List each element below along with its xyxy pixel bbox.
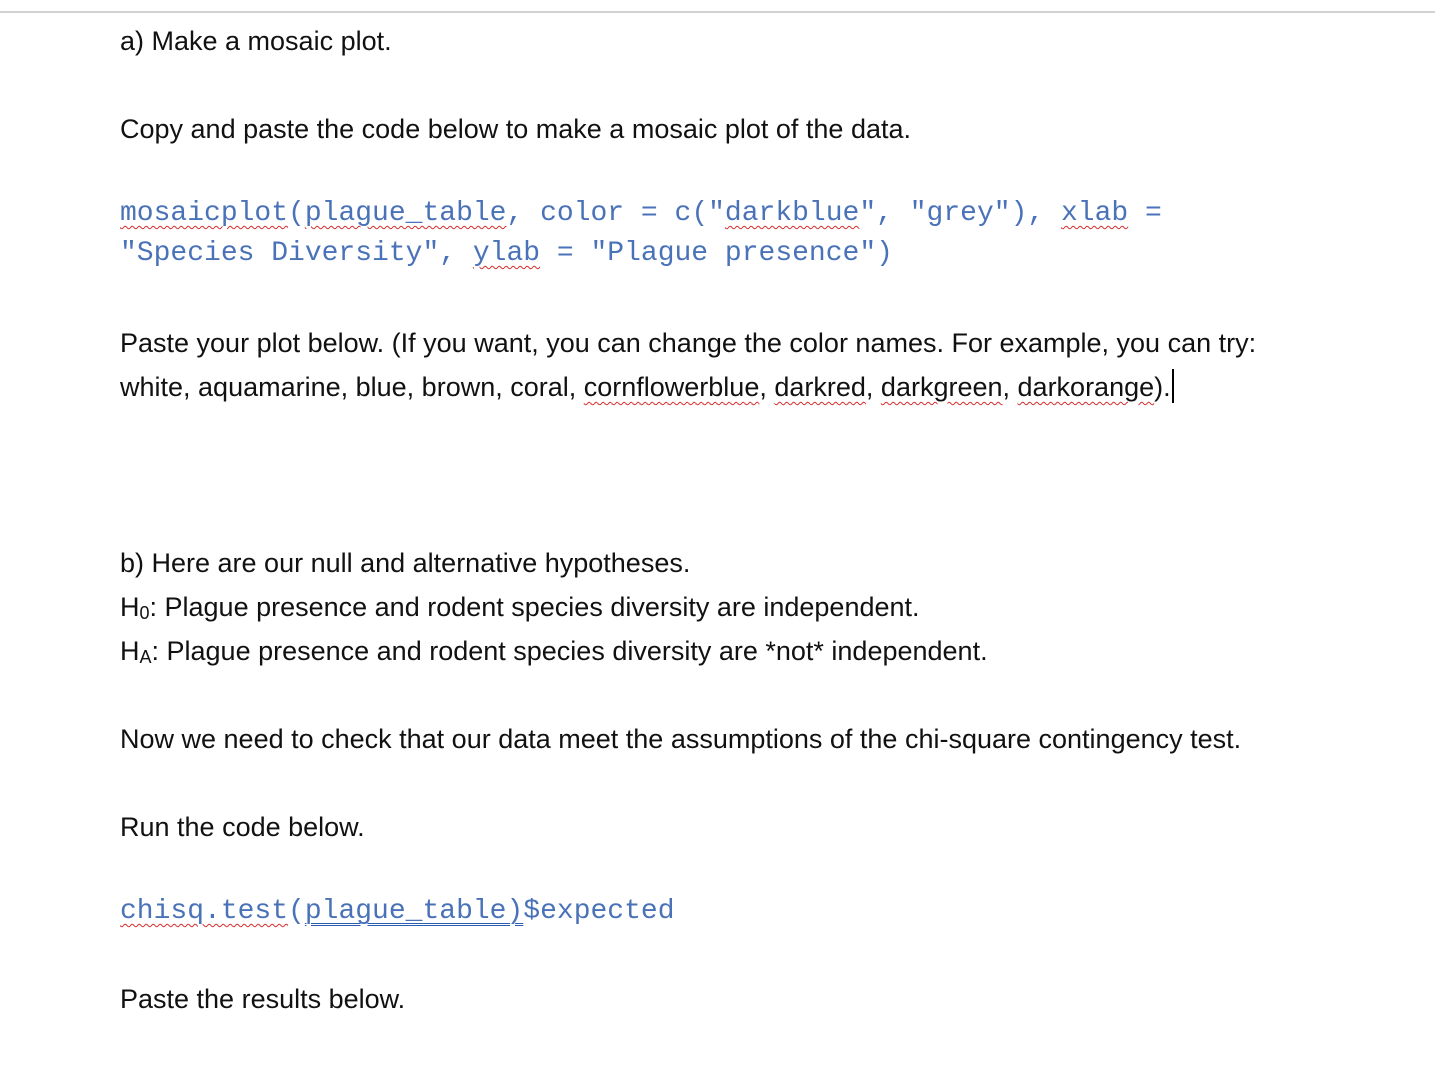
code-table-arg: plague_table): [304, 896, 524, 927]
separator: ,: [865, 372, 881, 402]
ha-symbol: H: [120, 636, 140, 666]
null-hypothesis: [120, 585, 920, 635]
text-cursor[interactable]: [1172, 369, 1174, 403]
color-example: darkgreen: [880, 372, 1003, 402]
h0-symbol: H: [120, 592, 140, 622]
ha-subscript: A: [139, 647, 152, 667]
code-text: (: [288, 896, 305, 927]
code-color-arg: darkblue: [724, 198, 860, 229]
mosaic-code-line-2: [120, 234, 893, 274]
code-text: , color = c(": [506, 198, 725, 229]
code-text: =: [1128, 198, 1162, 229]
top-rule: [0, 11, 1435, 13]
closing-text: ).: [1154, 372, 1171, 402]
chisq-code: [120, 892, 675, 932]
h0-subscript: 0: [139, 603, 150, 623]
code-text: = "Plague presence"): [540, 238, 893, 269]
mosaic-instruction: Copy and paste the code below to make a mosaic plot of the data.: [120, 114, 911, 144]
code-function-name: mosaicplot: [120, 198, 289, 229]
assumptions-text: Now we need to check that our data meet the assumptions of the chi-square contingency test.: [120, 724, 1242, 754]
paste-results-text: Paste the results below.: [120, 984, 406, 1014]
section-b-heading: b) Here are our null and alternative hypotheses.: [120, 548, 691, 578]
code-expected: $expected: [523, 896, 675, 927]
color-example: darkred: [774, 372, 866, 402]
h0-text: : Plague presence and rodent species diversity are independent.: [149, 592, 920, 622]
mosaic-code-line-1: [120, 194, 1162, 234]
paste-plot-line-1: Paste your plot below. (If you want, you can change the color names. For example, you can try:: [120, 328, 1257, 358]
alternative-hypothesis: [120, 629, 988, 679]
ha-text: : Plague presence and rodent species diversity are *not* independent.: [151, 636, 988, 666]
code-table-arg: plague_table: [304, 198, 507, 229]
code-function-name: chisq.test: [120, 896, 289, 927]
separator: ,: [1002, 372, 1018, 402]
color-example: cornflowerblue: [583, 372, 760, 402]
run-code-text: Run the code below.: [120, 812, 365, 842]
paste-plot-line-2: [120, 365, 1174, 409]
code-text: (: [288, 198, 305, 229]
code-text: "Species Diversity",: [120, 238, 473, 269]
section-a-heading: a) Make a mosaic plot.: [120, 26, 392, 56]
color-examples-text: white, aquamarine, blue, brown, coral,: [120, 372, 584, 402]
code-text: ", "grey"),: [859, 198, 1061, 229]
separator: ,: [759, 372, 775, 402]
color-example: darkorange: [1017, 372, 1155, 402]
code-ylab: ylab: [472, 238, 541, 269]
code-xlab: xlab: [1060, 198, 1129, 229]
